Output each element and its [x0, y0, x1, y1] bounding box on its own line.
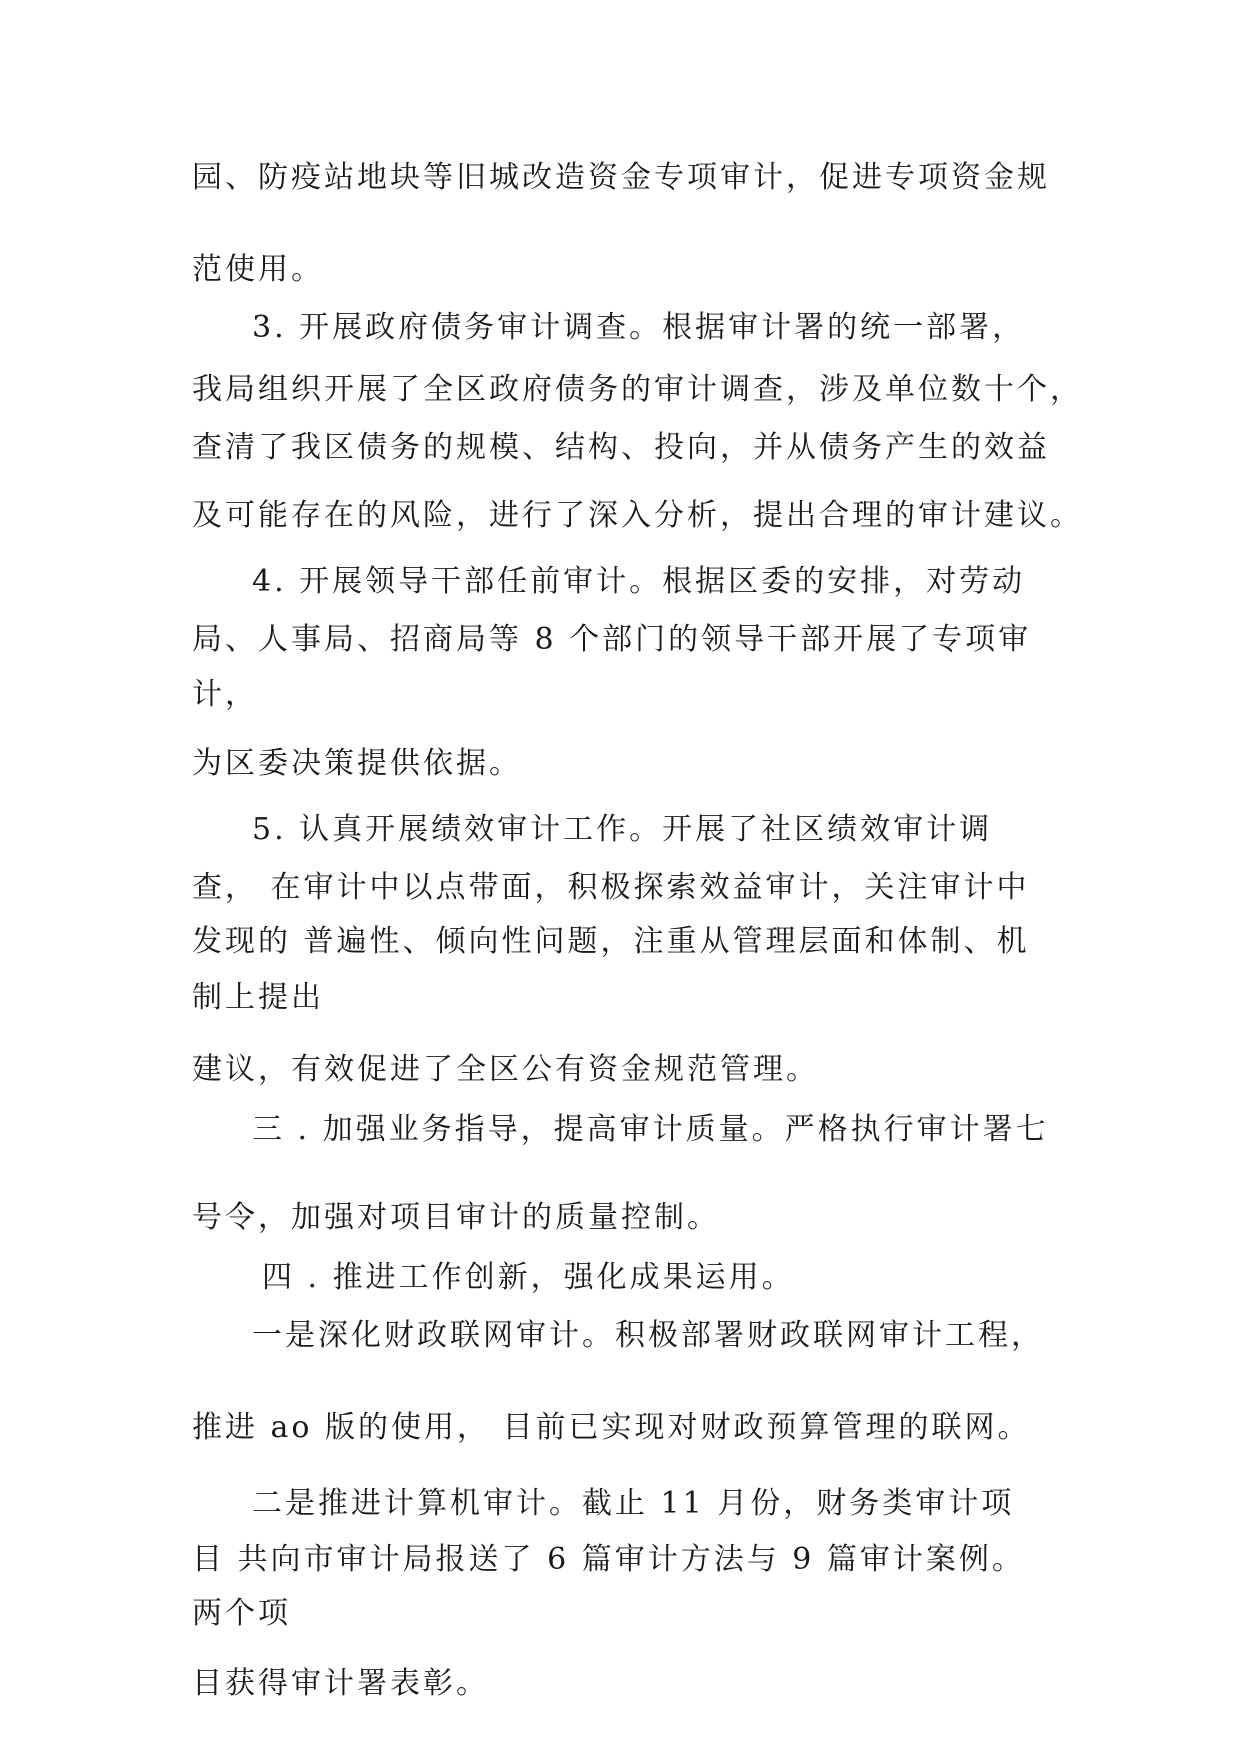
text-line-23: 两个项 [192, 1596, 291, 1631]
text-line-15: 建议，有效促进了全区公有资金规范管理。 [192, 1052, 819, 1087]
text-line-10: 为区委决策提供依据。 [192, 746, 522, 781]
text-line-11: 5. 认真开展绩效审计工作。开展了社区绩效审计调 [252, 812, 993, 847]
text-line-4: 我局组织开展了全区政府债务的审计调查，涉及单位数十个， [192, 372, 1083, 407]
text-line-18: 四 . 推进工作创新，强化成果运用。 [262, 1260, 795, 1295]
text-line-13: 发现的 普遍性、倾向性问题，注重从管理层面和体制、机 [192, 924, 1030, 959]
text-line-12: 查， 在审计中以点带面，积极探索效益审计，关注审计中 [192, 870, 1030, 905]
text-line-22: 目 共向市审计局报送了 6 篇审计方法与 9 篇审计案例。 [192, 1542, 1025, 1577]
text-line-3: 3. 开展政府债务审计调查。根据审计署的统一部署， [252, 310, 1026, 345]
text-line-20: 推进 ao 版的使用， 目前已实现对财政预算管理的联网。 [192, 1410, 1031, 1445]
text-line-1: 园、防疫站地块等旧城改造资金专项审计，促进专项资金规 [192, 160, 1050, 195]
text-line-6: 及可能存在的风险，进行了深入分析，提出合理的审计建议。 [192, 498, 1083, 533]
text-line-21: 二是推进计算机审计。截止 11 月份，财务类审计项 [252, 1486, 1015, 1521]
text-line-7: 4. 开展领导干部任前审计。根据区委的安排，对劳动 [252, 564, 1026, 599]
text-line-19: 一是深化财政联网审计。积极部署财政联网审计工程， [252, 1318, 1044, 1353]
text-line-17: 号令，加强对项目审计的质量控制。 [192, 1200, 720, 1235]
text-line-2: 范使用。 [192, 252, 324, 287]
text-line-24: 目获得审计署表彰。 [192, 1666, 489, 1701]
text-line-16: 三 . 加强业务指导，提高审计质量。严格执行审计署七 [252, 1112, 1049, 1147]
text-line-14: 制上提出 [192, 980, 324, 1015]
text-line-8: 局、人事局、招商局等 8 个部门的领导干部开展了专项审 [192, 622, 1032, 657]
text-line-5: 查清了我区债务的规模、结构、投向，并从债务产生的效益 [192, 430, 1050, 465]
text-line-9: 计， [192, 677, 258, 712]
